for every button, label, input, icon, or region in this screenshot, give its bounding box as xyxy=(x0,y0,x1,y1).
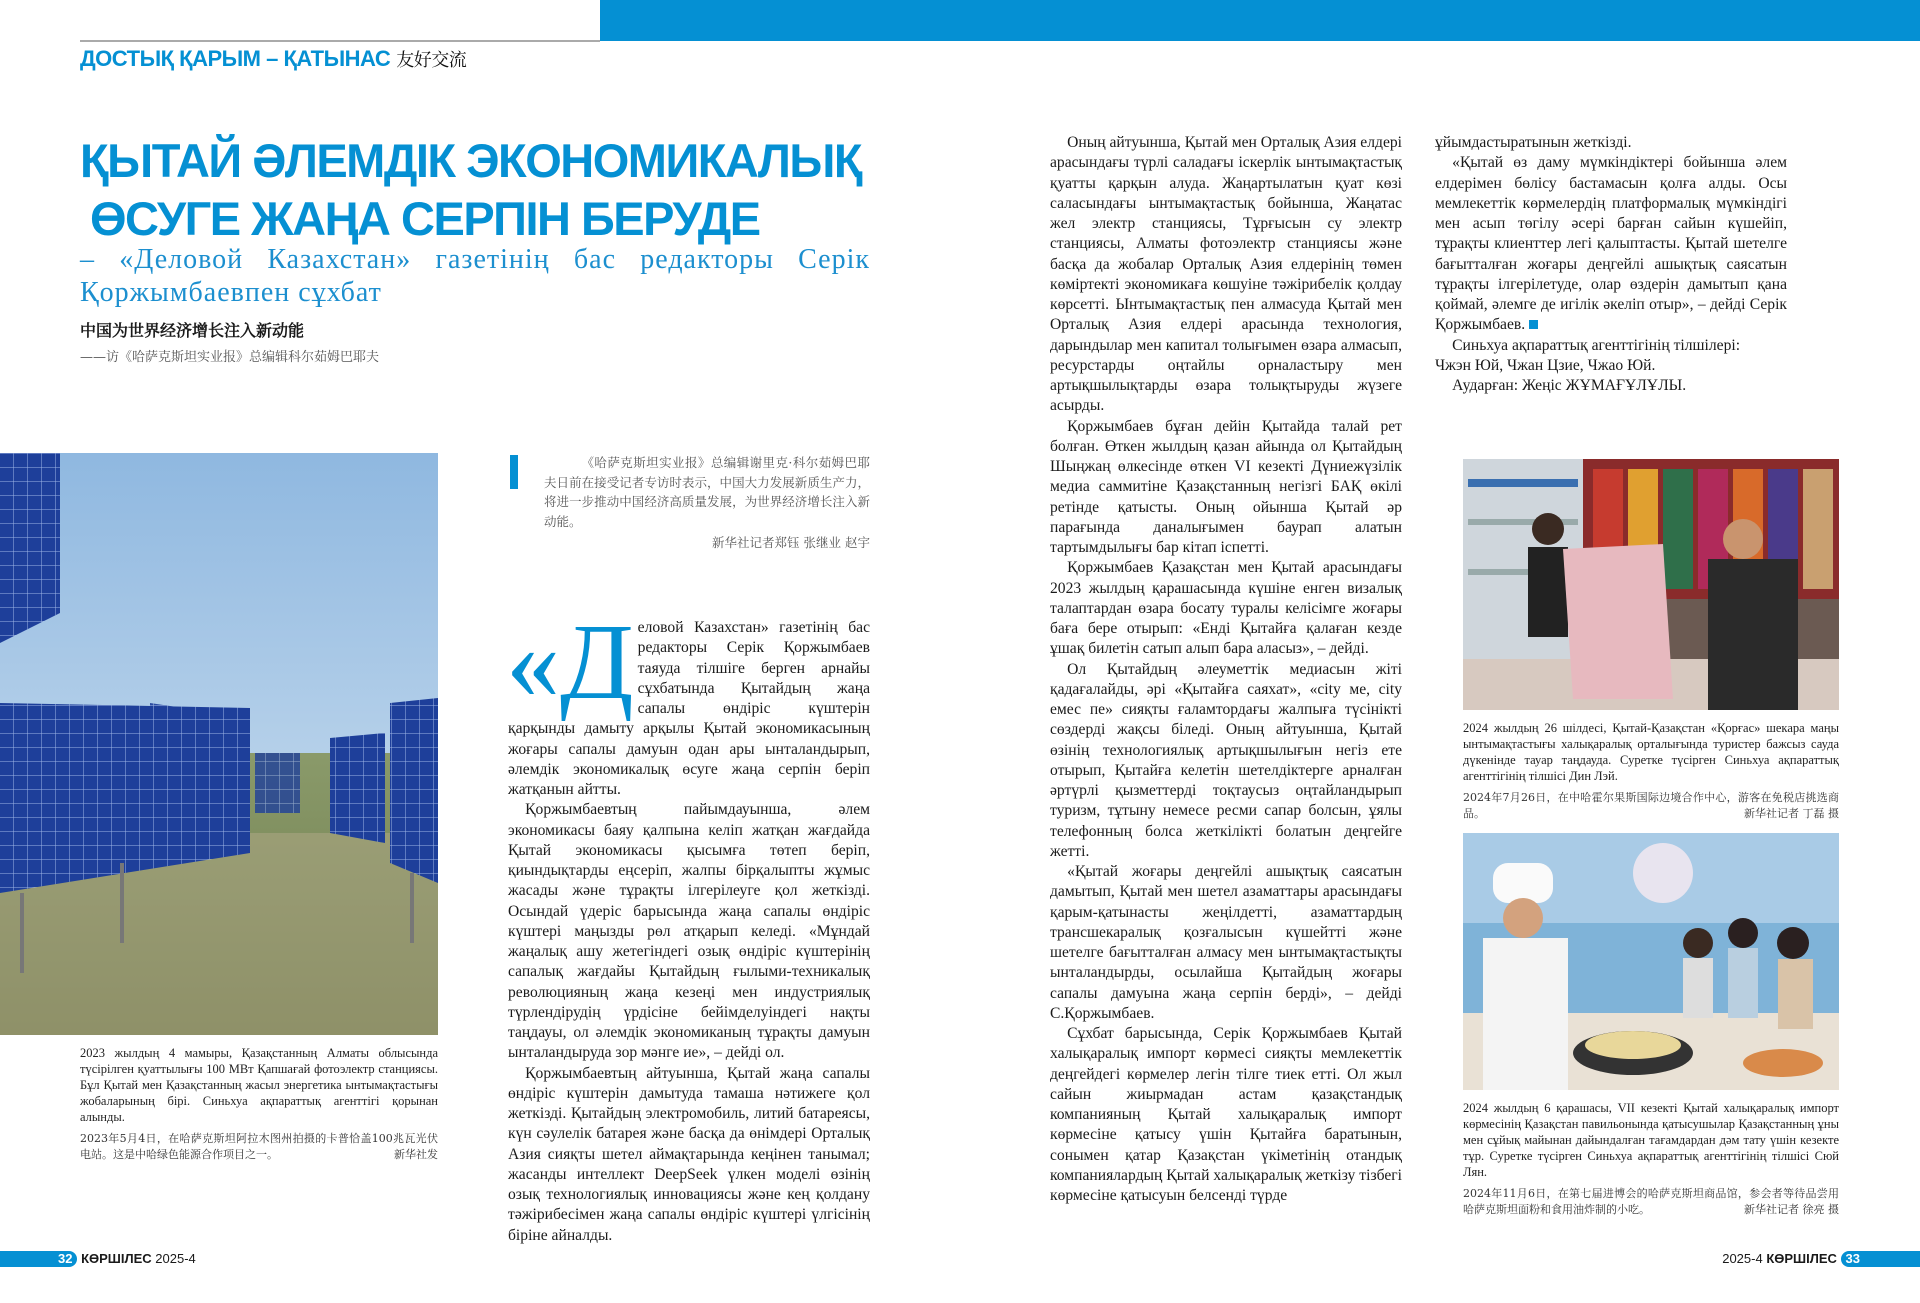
zh-lead-byline: 新华社记者郑钰 张继业 赵宇 xyxy=(712,535,870,550)
magazine-name: КӨРШІЛЕС xyxy=(81,1251,152,1266)
caption-zh: 2023年5月4日，在哈萨克斯坦阿拉木图州拍摄的卡普恰盖100兆瓦光伏电站。这是中哈绿色能源合作项目之一。 新华社发 xyxy=(80,1132,438,1161)
caption-kk: 2024 жылдың 6 қарашасы, VII кезекті Қытай халықаралық импорт көрмесінің Қазақстан павильонында қатысушылар Қазақстанның ұны мен сұйық майынан дайындалған тағамдардан дәм тату үшін кезекте тұр. Суретке түсірген Синьхуа ақпараттық агенттігінің тілшісі Сюй Лян. xyxy=(1463,1101,1839,1179)
footer-left xyxy=(0,1251,196,1267)
end-mark-icon xyxy=(1529,320,1538,329)
quote-bar xyxy=(510,455,518,489)
duty-free-shop-photo xyxy=(1463,459,1839,710)
zh-lead-quote xyxy=(508,453,870,551)
photo-credit: 新华社记者 丁磊 摄 xyxy=(1744,807,1839,820)
magazine-name: КӨРШІЛЕС xyxy=(1766,1251,1837,1266)
zh-lead-text: 《哈萨克斯坦实业报》总编辑谢里克·科尔茹姆巴耶夫日前在接受记者专访时表示，中国大力发展新质生产力，将进一步推动中国经济高质量发展，为世界经济增长注入新动能。 xyxy=(544,455,870,529)
header-rule xyxy=(80,40,600,42)
body-column-2 xyxy=(1050,133,1402,1206)
photo-caption-3 xyxy=(1463,1100,1839,1218)
title-line-1: ҚЫТАЙ ӘЛЕМДІК ЭКОНОМИКАЛЫҚ xyxy=(80,134,862,187)
photo-credit: 新华社发 xyxy=(394,1148,438,1161)
footer-right xyxy=(1722,1251,1920,1267)
issue-number: 2025-4 xyxy=(155,1251,196,1266)
caption-zh: 2024年7月26日，在中哈霍尔果斯国际边境合作中心，游客在免税店挑选商品。 新华社记者 丁磊 摄 xyxy=(1463,791,1839,820)
paragraph: Қоржымбаев бұған дейін Қытайда талай рет болған. Өткен жылдың қазан айында ол Қытайдың Шыңжаң өлкесінде өткен VI кезекті Дүниежүзілік медиа саммитіне Қазақстанның негізгі БАҚ өкілі ретінде қатысты. Оның ойынша Қытай әр парағында даналығымен баурап алатын тартымдылығы бар кітап іспетті. xyxy=(1050,417,1402,556)
top-accent-bar xyxy=(600,0,1920,41)
article-subtitle: – «Деловой Казахстан» газетінің бас редакторы Серік Қоржымбаевпен сұхбат xyxy=(80,244,870,308)
photo-credit: 新华社记者 徐亮 摄 xyxy=(1744,1203,1839,1216)
zh-subtitle: ——访《哈萨克斯坦实业报》总编辑科尔茹姆巴耶夫 xyxy=(80,350,380,365)
expo-cooking-photo xyxy=(1463,833,1839,1090)
page-number-right: 33 xyxy=(1841,1251,1920,1267)
caption-zh: 2024年11月6日，在第七届进博会的哈萨克斯坦商品馆，参会者等待品尝用哈萨克斯坦面粉和食用油炸制的小吃。 新华社记者 徐亮 摄 xyxy=(1463,1187,1839,1216)
photo-caption-1 xyxy=(80,1045,438,1163)
paragraph: «Қытай жоғары деңгейлі ашықтық саясатын дамытып, Қытай мен шетел азаматтары арасындағы қарым-қатынасты жеңілдетті, азаматтардың трансшекаралық қозғалысын күшейтті және шетелге бағытталған алмасу мен ынтымақтастықты ынталандырды, осылайша Қытайдың жоғары сапалы дамуына жаңа серпін берді», – дейді С.Қоржымбаев. xyxy=(1050,863,1402,1022)
caption-kk: 2024 жылдың 26 шілдесі, Қытай-Қазақстан «Қорғас» шекара маңы ынтымақтастығы халықаралық орталығында туристер бажсыз сауда дүкенінде тауар таңдауда. Суретке түсірген Синьхуа ақпараттық агенттігінің тілшісі Дин Лэй. xyxy=(1463,721,1839,783)
paragraph: Ол Қытайдың әлеуметтік медиасын жіті қадағалайды, әрі «Қытайға саяхат», «city ме, city емес пе» сияқты ғаламтордағы жалпыға түсінікті сөздерді жақсы біледі. Оның айтуынша, Қытай өзінің технологиялық артықшылығын негіз ете отырып, Қытайға келетін шетелдіктерге арналған әртүрлі қызметтерді тоқтаусыз оңтайландырып туризм, тұтыну немесе ресми сапар болсын, ұялы телефонның болса жеткілікті болатын деңгейге жетті. xyxy=(1050,660,1402,860)
paragraph: Оның айтуынша, Қытай мен Орталық Азия елдері арасындағы түрлі саладағы іскерлік ынтымақтастық қуатты қарқын алуда. Жаңартылатын қуат көзі саласындағы ынтымақтастық бойынша, Жаңатас жел электр станциясы, Тұрғысын су электр станциясы, Алматы фотоэлектр станциясы және басқа да жобалар Орталық Азия елдерінің төмен көміртекті экономикаға көшуіне тәжірибелік қолдау көрсетті. Ынтымақтастық пен алмасуда Қытай мен Орталық Азия елдері арасында технология, дарындылар мен капитал толығымен өзара алмасып, ресурстарды оңтайлы орналастыру мен артықшылықтарды өзара толықтыруды жүзеге асырды. xyxy=(1050,134,1402,415)
paragraph: Сұхбат барысында, Серік Қоржымбаев Қытай халықаралық импорт көрмесі сияқты мемлекеттік деңгейдегі көрмелер легін тілге тиек етті. Ол жыл сайын жиырмадан астам қазақстандық компанияның Қытай халықаралық импорт көрмесіне қатысу үшін Қытайға баратынын, сонымен қатар Қазақстан үкіметінің отандық компаниялардың Қытай халықаралық жеткізу тізбегі көрмесіне қатысуын белсенді түрде xyxy=(1050,1025,1402,1204)
section-header xyxy=(80,46,466,72)
title-line-2: ӨСУГЕ ЖАҢА СЕРПІН БЕРУДЕ xyxy=(90,192,760,245)
paragraph: Қоржымбаев Қазақстан мен Қытай арасындағы 2023 жылдың қарашасында күшіне енген визалық талаптардан өзара босату туралы келісімге жоғары баға бере отырып: «Енді Қытайға қалаған кезде ұшақ билетін сатып алып бара аласыз», – дейді. xyxy=(1050,559,1402,658)
credits: Синьхуа ақпараттық агенттігінің тілшілері: xyxy=(1452,336,1741,354)
paragraph: Қоржымбаевтың айтуынша, Қытай жаңа сапалы өндіріс күштерін дамытуда тамаша нәтижеге қол жеткізді. Қытайдың электромобиль, литий батареясы, күн сәулелік батарея және басқа да өнімдері Орталық Азия сияқты шетел аймақтарында кеңінен танымал; жасанды интеллект DeepSeek үлкен моделі өзінің озық технологиялық инновациясы және кең қолдану тәжірибесімен жаңа сапалы өндіріс күштері үлгісінің біріне айналды. xyxy=(508,1064,870,1244)
section-title-kk: ДОСТЫҚ ҚАРЫМ – ҚАТЫНАС xyxy=(80,46,391,71)
article-title xyxy=(80,132,861,248)
body-column-1: «Деловой Казахстан» газетінің бас редакторы Серік Қоржымбаев таяуда тілшіге берген арнайы сұхбатында Қытайдың жаңа сапалы өндіріс күштерін қарқынды дамыту арқылы Қытай экономикасының жоғары сапалы дамуын одан ары ынталандырып, әлемдік экономикалық өсуге жаңа серпін беріп жатқанын айтты. Қоржымбаевтың пайымдауынша, әлем экономикасы баяу қалпына келіп жатқан жағдайда Қытай экономикасы қысымға төтеп беріп, қиындықтарды еңсеріп, жалпы бірқалыпты жұмыс жасады және тұрақты ілгерілеуге қол жеткізді. Осындай үдеріс барысында жаңа сапалы өндіріс күштері маңызды рөл атқарып келеді. «Мұндай жаңалық ашу жетегіндегі озық өндіріс күштерінің сапалық жағдайы Қытайдың ғылыми-техникалық революцияның жаңа кезеңі мен индустриялық түрлендірудің үрдісіне бейімделуіндегі нақты таңдауы, ол әлемдік экономиканың тұрақты дамуын ынталандыруда зор мәнге ие», – дейді ол. Қоржымбаевтың айтуынша, Қытай жаңа сапалы өндіріс күштерін дамытуда тамаша нәтижеге қол жеткізді. Қытайдың электромобиль, литий батареясы, күн сәулелік батарея және басқа да өнімдері Орталық Азия сияқты шетел аймақтарында кеңінен танымал; жасанды интеллект DeepSeek үлкен моделі өзінің озық технологиялық инновациясы және кең қолдану тәжірибесімен жаңа сапалы өндіріс күштері үлгісінің біріне айналды. xyxy=(508,618,870,1246)
translator: Аударған: Жеңіс ЖҰМАҒҰЛҰЛЫ. xyxy=(1452,377,1687,394)
paragraph: Қоржымбаевтың пайымдауынша, әлем экономикасы баяу қалпына келіп жатқан жағдайда Қытай экономикасы қысымға төтеп беріп, қиындықтарды еңсеріп, жалпы бірқалыпты жұмыс жасады және тұрақты ілгерілеуге қол жеткізді. Осындай үдеріс барысында жаңа сапалы өндіріс күштері маңызды рөл атқарып келеді. «Мұндай жаңалық ашу жетегіндегі озық өндіріс күштерінің сапалық жағдайы Қытайдың ғылыми-техникалық революцияның жаңа кезеңі мен индустриялық түрлендірудің үрдісіне бейімделуіндегі нақты таңдауы, ол әлемдік экономиканың тұрақты дамуын ынталандыруда зор мәнге ие», – дейді ол. xyxy=(508,801,870,1062)
credits-names: Чжэн Юй, Чжан Цзие, Чжао Юй. xyxy=(1435,356,1656,374)
zh-title: 中国为世界经济增长注入新动能 xyxy=(80,321,305,340)
page-number-left: 32 xyxy=(0,1251,77,1267)
caption-kk: 2023 жылдың 4 мамыры, Қазақстанның Алматы облысында түсірілген қуаттылығы 100 МВт Қапшағай фотоэлектр станциясы. Бұл Қытай мен Қазақстанның жасыл энергетика ынтымақтастығы жобаларының бірі. Синьхуа ақпараттық агенттігі қорынан алынды. xyxy=(80,1046,438,1124)
issue-number: 2025-4 xyxy=(1722,1251,1763,1266)
section-title-zh: 友好交流 xyxy=(396,50,467,71)
photo-caption-2 xyxy=(1463,720,1839,822)
solar-farm-photo xyxy=(0,453,438,1035)
body-column-3: ұйымдастыратынын жеткізді. «Қытай өз даму мүмкіндіктері бойынша әлем елдерімен бөлісу бастамасын қолға алды. Осы мемлекеттік көрмелердің платформалық мүмкіндігі мен асып төгілу әсері барған сайын күшейіп, тұрақты клиенттер легі қалыптасты. Қытай шетелге бағытталған жоғары деңгейлі ашықтық саясатын тұрақты ілгерілетуде, олар өздерін дамытып қана қоймай, әлемге де игілік әкеліп отыр», – дейді Серік Қоржымбаев. Синьхуа ақпараттық агенттігінің тілшілері: Чжэн Юй, Чжан Цзие, Чжао Юй. Аударған: Жеңіс ЖҰМАҒҰЛҰЛЫ. xyxy=(1435,133,1787,396)
drop-cap: «Д xyxy=(506,603,634,722)
paragraph: ұйымдастыратынын жеткізді. xyxy=(1435,134,1632,151)
